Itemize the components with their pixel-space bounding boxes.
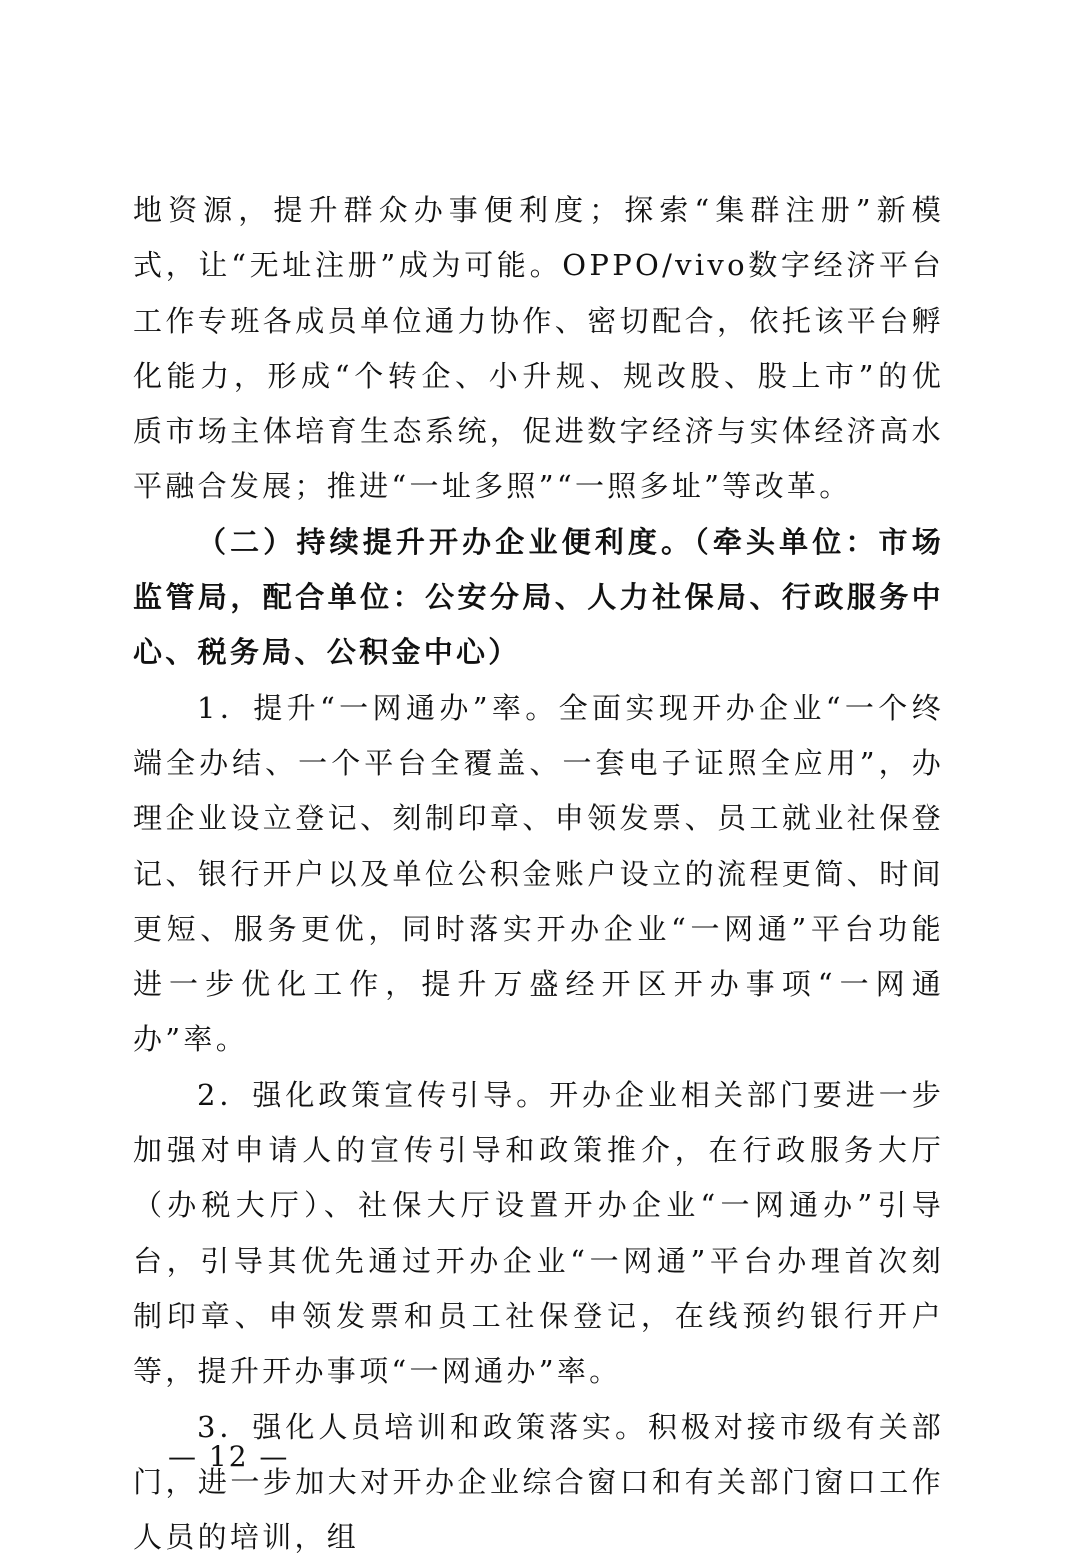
page-number: — 12 —	[168, 1440, 290, 1473]
list-item-3: 3．强化人员培训和政策落实。积极对接市级有关部门，进一步加大对开办企业综合窗口和有关部门窗口工作人员的培训，组	[133, 1409, 944, 1555]
list-item-1: 1．提升“一网通办”率。全面实现开办企业“一个终端全办结、一个平台全覆盖、一套电子证照全应用”，办理企业设立登记、刻制印章、申领发票、员工就业社保登记、银行开户以及单位公积金账户设立的流程更简、时间更短、服务更优，同时落实开办企业“一网通”平台功能进一步优化工作，提升万盛经开区开办事项“一网通办”率。	[133, 690, 944, 1057]
paragraph-continuation: 地资源，提升群众办事便利度；探索“集群注册”新模式，让“无址注册”成为可能。OPPO/vivo数字经济平台工作专班各成员单位通力协作、密切配合，依托该平台孵化能力，形成“个转企、小升规、规改股、股上市”的优质市场主体培育生态系统，促进数字经济与实体经济高水平融合发展；推进“一址多照”“一照多址”等改革。	[133, 193, 944, 504]
section-heading: （二）持续提升开办企业便利度。（牵头单位：市场监管局，配合单位：公安分局、人力社保局、行政服务中心、税务局、公积金中心）	[133, 524, 944, 670]
document-body	[133, 183, 944, 1565]
list-item-2: 2．强化政策宣传引导。开办企业相关部门要进一步加强对申请人的宣传引导和政策推介，在行政服务大厅（办税大厅）、社保大厅设置开办企业“一网通办”引导台，引导其优先通过开办企业“一网通”平台办理首次刻制印章、申领发票和员工社保登记，在线预约银行开户等，提升开办事项“一网通办”率。	[133, 1077, 944, 1389]
